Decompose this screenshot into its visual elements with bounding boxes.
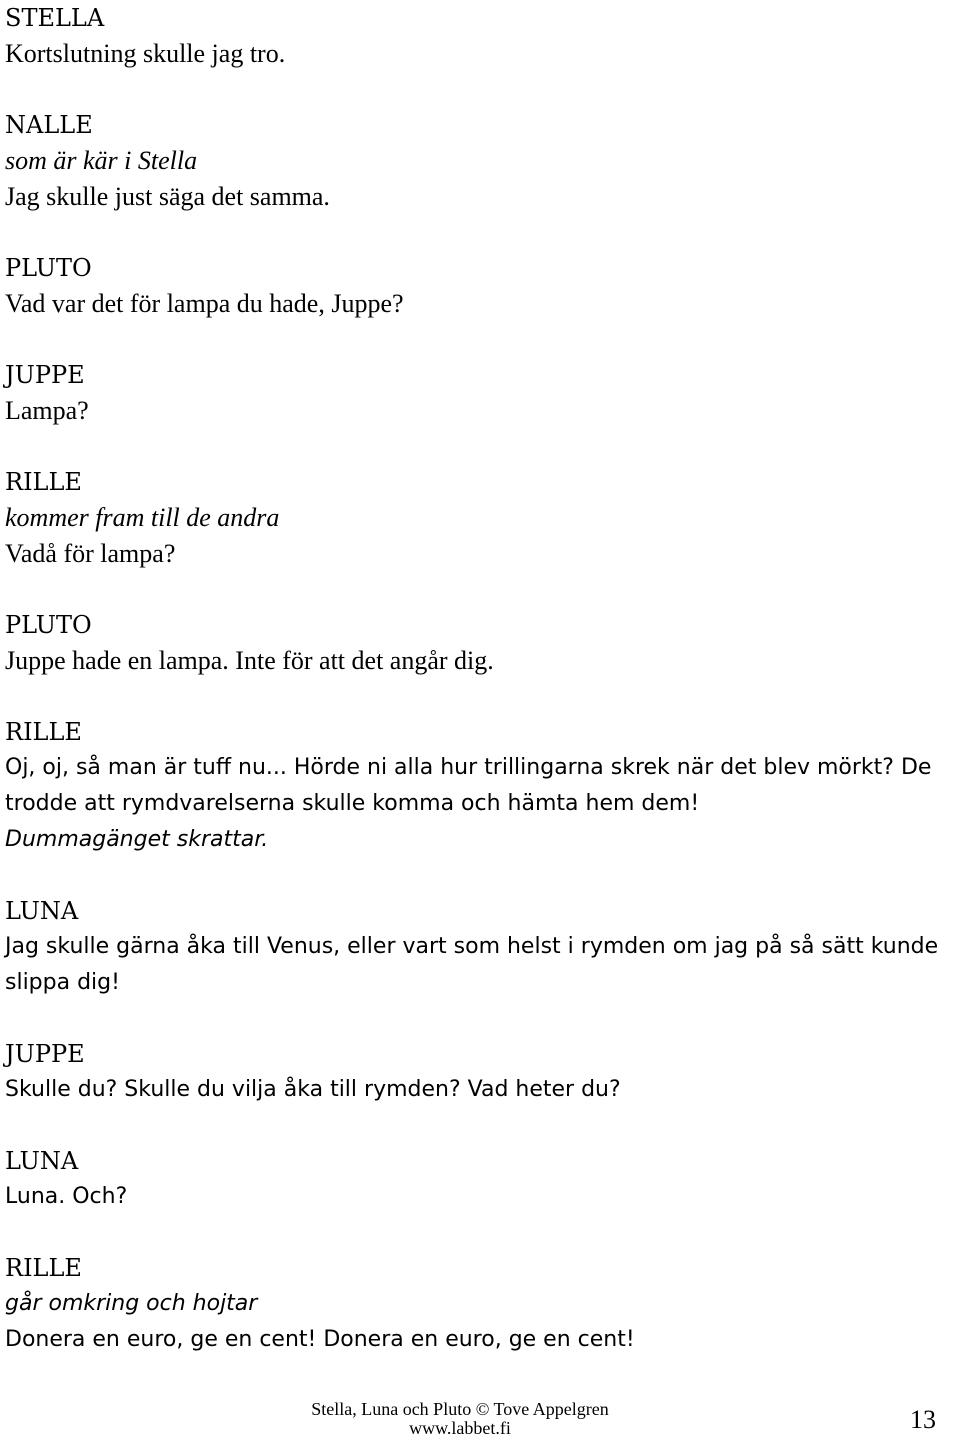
speaker-name: JUPPE (5, 1040, 85, 1068)
dialogue-block (5, 250, 955, 322)
speaker-name: PLUTO (5, 611, 92, 639)
stage-direction: Dummagänget skrattar. (5, 827, 269, 852)
stage-direction: går omkring och hojtar (5, 1291, 258, 1316)
dialogue-block (5, 0, 955, 72)
footer-website: www.labbet.fi (409, 1418, 511, 1438)
speaker-name: STELLA (5, 4, 105, 32)
script-page (5, 0, 955, 1358)
dialogue-block (5, 714, 955, 858)
dialogue-line: Vad var det för lampa du hade, Juppe? (5, 289, 404, 318)
page-number: 13 (910, 1405, 936, 1434)
speaker-name: JUPPE (5, 361, 85, 389)
dialogue-line: Lampa? (5, 396, 89, 425)
dialogue-line: Luna. Och? (5, 1184, 128, 1209)
dialogue-line: Skulle du? Skulle du vilja åka till rymden? Vad heter du? (5, 1077, 621, 1102)
dialogue-line: Jag skulle just säga det samma. (5, 182, 330, 211)
speaker-name: RILLE (5, 468, 82, 496)
speaker-name: LUNA (5, 897, 79, 925)
dialogue-line: Oj, oj, så man är tuff nu... Hörde ni alla hur trillingarna skrek när det blev mörkt? De trodde att rymdvarelserna skulle komma och hämta hem dem! (5, 755, 932, 816)
dialogue-line: Vadå för lampa? (5, 539, 176, 568)
speaker-name: NALLE (5, 111, 93, 139)
speaker-name: RILLE (5, 1254, 82, 1282)
dialogue-block (5, 893, 955, 1001)
speaker-name: PLUTO (5, 254, 92, 282)
dialogue-block (5, 1036, 955, 1108)
dialogue-line: Juppe hade en lampa. Inte för att det angår dig. (5, 646, 494, 675)
dialogue-block (5, 1143, 955, 1215)
footer-credit: Stella, Luna och Pluto © Tove Appelgren (311, 1399, 609, 1419)
dialogue-block (5, 607, 955, 679)
dialogue-line: Jag skulle gärna åka till Venus, eller vart som helst i rymden om jag på så sätt kunde slippa dig! (5, 934, 939, 995)
dialogue-line: Donera en euro, ge en cent! Donera en euro, ge en cent! (5, 1327, 635, 1352)
stage-direction: som är kär i Stella (5, 146, 198, 175)
dialogue-block (5, 107, 955, 215)
dialogue-block (5, 464, 955, 572)
page-footer (0, 1394, 960, 1436)
speaker-name: LUNA (5, 1147, 79, 1175)
dialogue-block (5, 1250, 955, 1358)
stage-direction: kommer fram till de andra (5, 503, 280, 532)
dialogue-line: Kortslutning skulle jag tro. (5, 39, 286, 68)
dialogue-block (5, 357, 955, 429)
speaker-name: RILLE (5, 718, 82, 746)
